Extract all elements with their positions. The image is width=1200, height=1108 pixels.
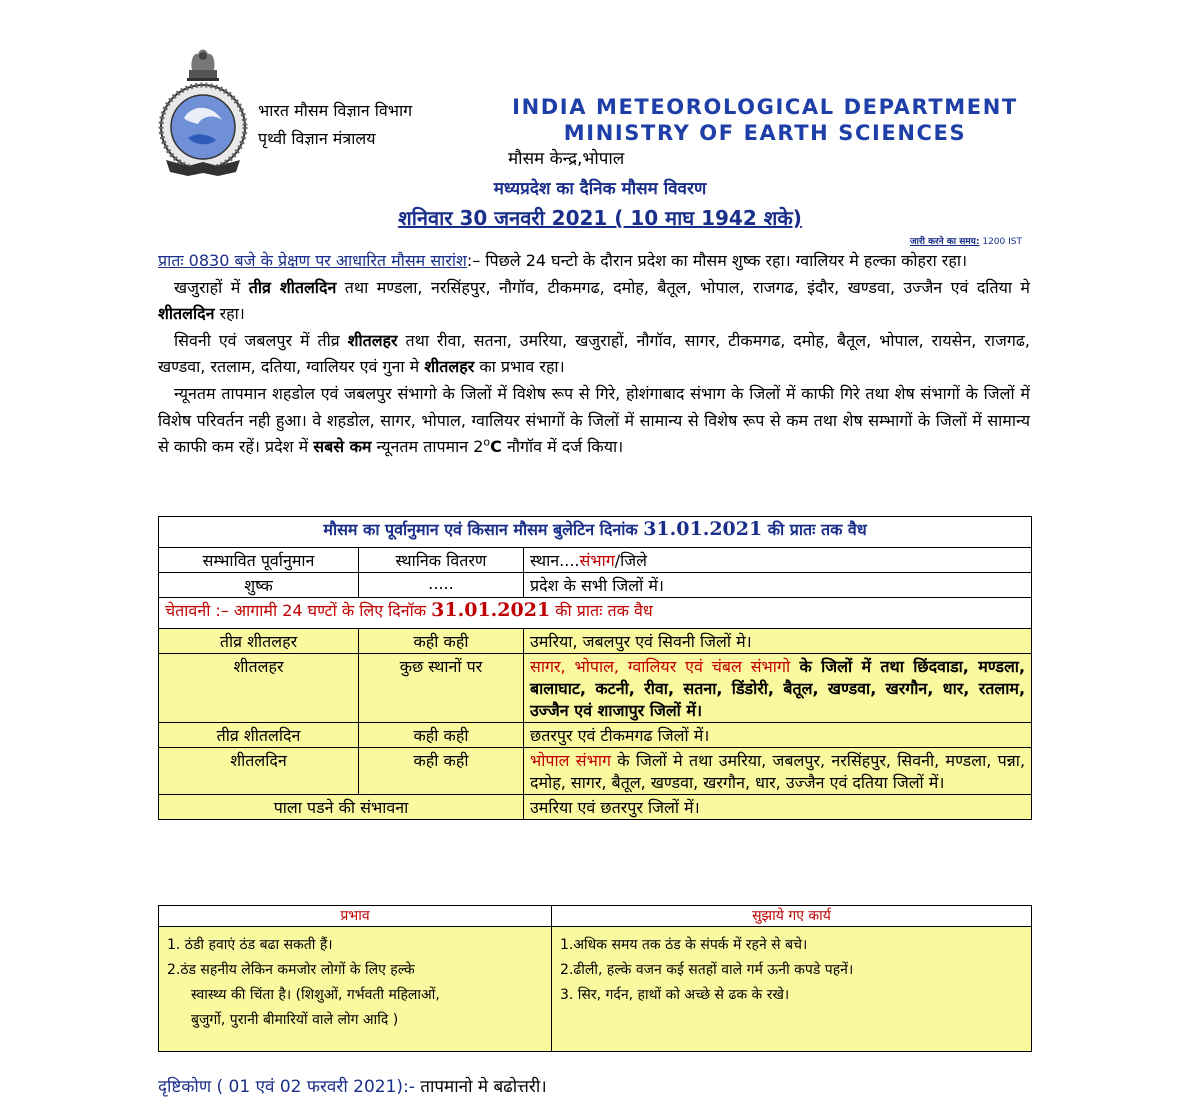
forecast-dry-location: प्रदेश के सभी जिलों में।	[524, 573, 1032, 598]
warning-header: चेतावनी :– आगामी 24 घण्टों के लिए दिनॉक 31.01.2021 की प्रातः तक वैध	[159, 598, 1032, 629]
ribbon-icon	[166, 160, 240, 176]
col-head-location: स्थान....संभाग/जिले	[524, 548, 1032, 573]
warning-distribution: कही कही	[359, 629, 524, 654]
effects-list	[159, 927, 552, 1052]
imd-logo	[158, 42, 248, 182]
action-item: 3. सिर, गर्दन, हाथों को अच्छे से ढक के रखे।	[560, 987, 790, 1003]
effects-actions-table	[158, 905, 1032, 1052]
actions-heading: सुझाये गए कार्य	[552, 906, 1032, 927]
warning-distribution: कुछ स्थानों पर	[359, 654, 524, 723]
issue-time-value: 1200 IST	[982, 237, 1022, 247]
warning-row	[159, 748, 1032, 795]
bulletin-date: शनिवार 30 जनवरी 2021 ( 10 माघ 1942 शके)	[398, 206, 802, 230]
warning-type: तीव्र शीतलदिन	[159, 723, 359, 748]
effect-item-continued: बुजुर्गो, पुरानी बीमारियों वाले लोग आदि )	[191, 1012, 399, 1028]
warning-type: शीतलहर	[159, 654, 359, 723]
warning-row	[159, 723, 1032, 748]
summary-para-3: सिवनी एवं जबलपुर में तीव्र शीतलहर तथा रीवा, सतना, उमरिया, खजुराहों, नौगॉव, सागर, टीकमगढ, दमोह, बैतूल, भोपाल, रायसेन, राजगढ, खण्डवा, रतलाम, दतिया, ग्वालियर एवं गुना मे शीतलहर का प्रभाव रहा।	[158, 330, 1030, 377]
effect-item: 1. ठंडी हवाएं ठंड बढा सकती हैं।	[167, 937, 333, 953]
warning-location: उमरिया, जबलपुर एवं सिवनी जिलों मे।	[524, 629, 1032, 654]
action-item: 1.अधिक समय तक ठंड के संपर्क में रहने से बचे।	[560, 937, 808, 953]
warning-location: छतरपुर एवं टीकमगढ जिलों में।	[524, 723, 1032, 748]
warning-type: शीतलदिन	[159, 748, 359, 795]
warning-row	[159, 629, 1032, 654]
department-name-hindi: भारत मौसम विज्ञान विभाग	[258, 101, 413, 120]
warning-distribution: कही कही	[359, 748, 524, 795]
warning-location: उमरिया एवं छतरपुर जिलों में।	[524, 795, 1032, 820]
weather-centre: मौसम केन्द्र,भोपाल	[508, 149, 625, 169]
department-english-block	[510, 94, 1020, 146]
col-head-forecast: सम्भावित पूर्वानुमान	[159, 548, 359, 573]
summary-para-1: प्रातः 0830 बजे के प्रेक्षण पर आधारित मौसम सारांश:– पिछले 24 घन्टो के दौरान प्रदेश का मौसम शुष्क रहा। ग्वालियर मे हल्का कोहरा रहा।	[158, 251, 968, 270]
warning-row	[159, 795, 1032, 820]
outlook-label: दृष्टिकोण ( 01 एवं 02 फरवरी 2021):-	[158, 1077, 415, 1097]
globe-seal-icon	[161, 85, 245, 169]
issue-time	[910, 234, 1022, 247]
forecast-table	[158, 516, 1032, 820]
effect-item: 2.ठंड सहनीय लेकिन कमजोर लोगों के लिए हल्के	[167, 962, 415, 978]
actions-list	[552, 927, 1032, 1052]
forecast-header: मौसम का पूर्वानुमान एवं किसान मौसम बुलेटिन दिनांक 31.01.2021 की प्रातः तक वैध	[159, 517, 1032, 548]
summary-para-2: खजुराहों में तीव्र शीतलदिन तथा मण्डला, नरसिंहपुर, नौगॉव, टीकमगढ, दमोह, बैतूल, भोपाल, राजगढ, इंदौर, खण्डवा, उज्जैन एवं दतिया मे शीतलदिन रहा।	[158, 277, 1031, 324]
warning-row	[159, 654, 1032, 723]
warning-type: तीव्र शीतलहर	[159, 629, 359, 654]
emblem-icon	[187, 50, 219, 82]
bulletin-title: मध्यप्रदेश का दैनिक मौसम विवरण	[493, 179, 707, 199]
outlook-text: तापमानो मे बढोत्तरी।	[414, 1077, 547, 1097]
forecast-dry: शुष्क	[159, 573, 359, 598]
warning-location: सागर, भोपाल, ग्वालियर एवं चंबल संभागो के जिलों में तथा छिंदवाडा, मण्डला, बालाघाट, कटनी, रीवा, सतना, डिंडोरी, बैतूल, खण्डवा, खरगौन, धार, रतलाम, उज्जैन एवं शाजापुर जिलों में।	[524, 654, 1032, 723]
warning-type: पाला पडने की संभावना	[159, 795, 524, 820]
summary-para-4: न्यूनतम तापमान शहडोल एवं जबलपुर संभागो के जिलों में विशेष रूप से गिरे, होशंगाबाद संभाग के जिलों में काफी गिरे तथा शेष संभागों के जिलों में विशेष परिवर्तन नही हुआ। वे शहडोल, सागर, भोपाल, ग्वालियर संभागों के जिलों में सामान्य से विशेष रूप से कम तथा शेष सम्भागों के जिलों में सामान्य से काफी कम रहें। प्रदेश में सबसे कम न्यूनतम तापमान 2$^o$C नौगॉव में दर्ज किया।	[158, 383, 1030, 457]
action-item: 2.ढीली, हल्के वजन कई सतहों वाले गर्म ऊनी कपडे पहनें।	[560, 962, 854, 978]
department-name-english: INDIA METEOROLOGICAL DEPARTMENT	[512, 95, 1018, 119]
summary-heading: प्रातः 0830 बजे के प्रेक्षण पर आधारित मौसम सारांश	[158, 251, 467, 270]
warning-distribution: कही कही	[359, 723, 524, 748]
col-head-distribution: स्थानिक वितरण	[359, 548, 524, 573]
issue-time-label: जारी करने का समय:	[909, 237, 980, 247]
ministry-name-hindi: पृथ्वी विज्ञान मंत्रालय	[258, 129, 376, 148]
warning-location: भोपाल संभाग के जिलों मे तथा उमरिया, जबलपुर, नरसिंहपुर, सिवनी, मण्डला, पन्ना, दमोह, सागर, बैतूल, खण्डवा, खरगौन, धार, उज्जैन एवं दतिया जिलों में।	[524, 748, 1032, 795]
outlook	[158, 1074, 547, 1097]
ministry-name-english: MINISTRY OF EARTH SCIENCES	[563, 121, 967, 145]
department-hindi-block	[258, 97, 412, 153]
forecast-dry-distribution: .....	[359, 573, 524, 598]
effect-item-continued: स्वास्थ्य की चिंता है। (शिशुओं, गर्भवती महिलाओं,	[191, 987, 440, 1003]
weather-summary	[158, 248, 1030, 461]
effects-heading: प्रभाव	[159, 906, 552, 927]
